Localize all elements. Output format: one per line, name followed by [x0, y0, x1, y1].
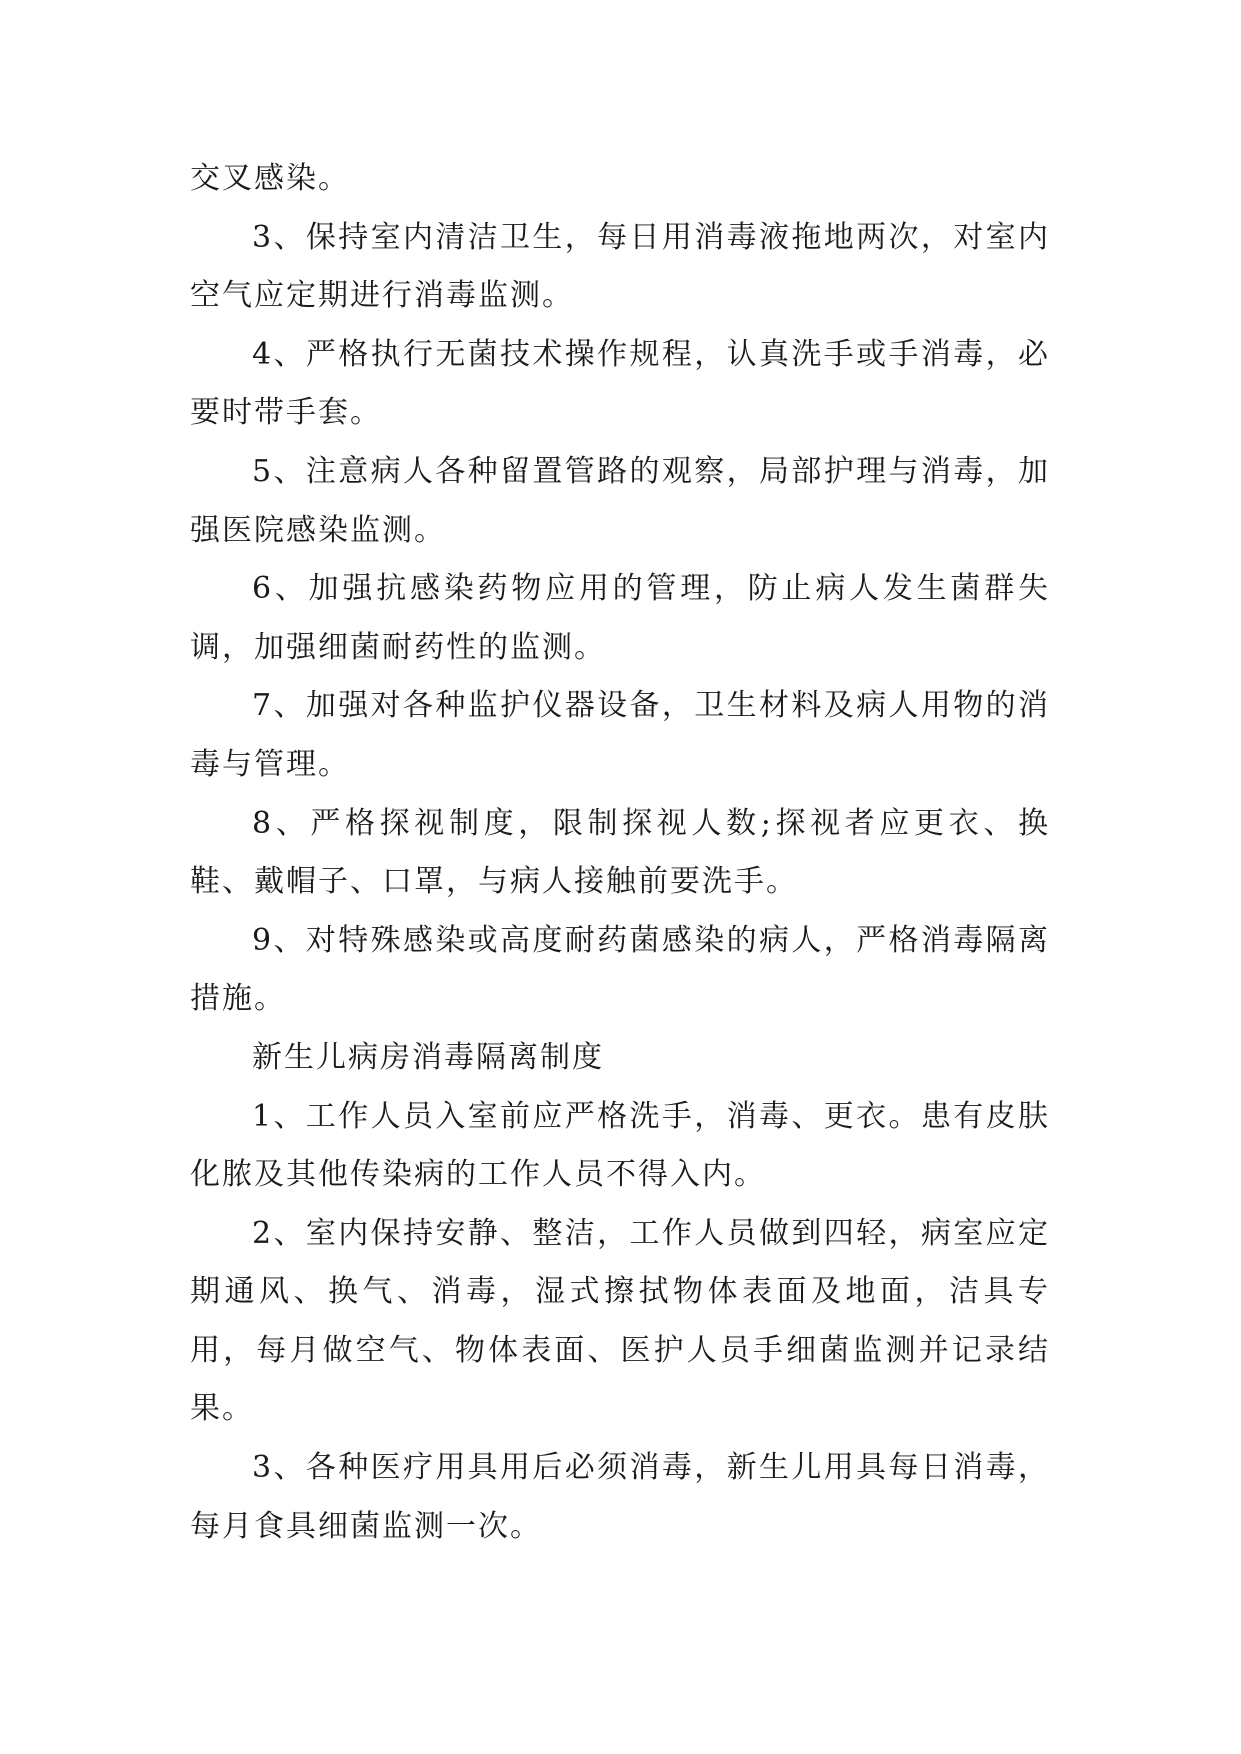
paragraph-item-7: 7、加强对各种监护仪器设备，卫生材料及病人用物的消毒与管理。	[190, 688, 1050, 782]
paragraph-item-5: 5、注意病人各种留置管路的观察，局部护理与消毒，加强医院感染监测。	[190, 453, 1050, 548]
paragraph-item-3: 3、保持室内清洁卫生，每日用消毒液拖地两次，对室内空气应定期进行消毒监测。	[190, 219, 1050, 314]
paragraph-item-6: 6、加强抗感染药物应用的管理，防止病人发生菌群失调，加强细菌耐药性的监测。	[190, 571, 1050, 665]
paragraph-item-9: 9、对特殊感染或高度耐药菌感染的病人，严格消毒隔离措施。	[190, 922, 1050, 1017]
paragraph-newborn-item-3: 3、各种医疗用具用后必须消毒，新生儿用具每日消毒，每月食具细菌监测一次。	[190, 1450, 1050, 1544]
section-heading: 新生儿病房消毒隔离制度	[252, 1039, 604, 1075]
paragraph-continuation: 交叉感染。	[190, 161, 350, 196]
paragraph-item-8: 8、严格探视制度，限制探视人数;探视者应更衣、换鞋、戴帽子、口罩，与病人接触前要洗手。	[190, 805, 1050, 900]
paragraph-newborn-item-1: 1、工作人员入室前应严格洗手，消毒、更衣。患有皮肤化脓及其他传染病的工作人员不得入内。	[190, 1098, 1050, 1193]
paragraph-newborn-item-2: 2、室内保持安静、整洁，工作人员做到四轻，病室应定期通风、换气、消毒，湿式擦拭物体表面及地面，洁具专用，每月做空气、物体表面、医护人员手细菌监测并记录结果。	[190, 1215, 1050, 1427]
paragraph-item-4: 4、严格执行无菌技术操作规程，认真洗手或手消毒，必要时带手套。	[190, 336, 1050, 431]
document-body	[190, 150, 1050, 1556]
